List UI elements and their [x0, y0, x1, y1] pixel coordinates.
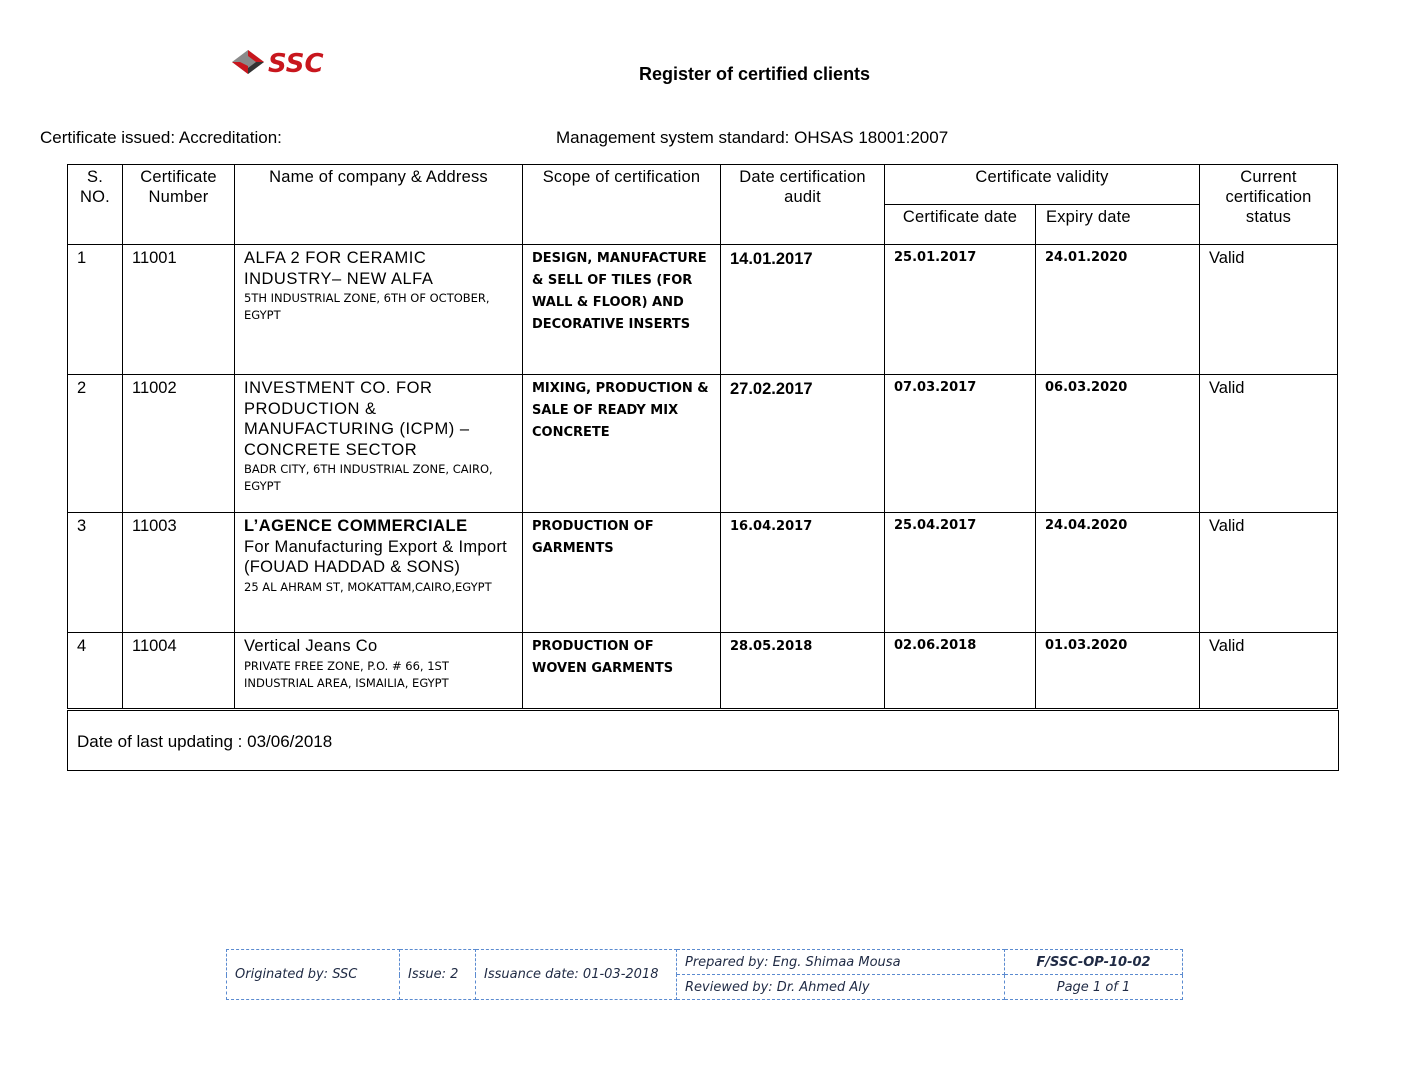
footer-reviewed: Reviewed by: Dr. Ahmed Aly	[677, 975, 1005, 1000]
row-expiry-date: 24.04.2020	[1045, 518, 1128, 533]
row-cert-number: 11002	[132, 379, 177, 397]
row-expiry-date: 06.03.2020	[1045, 380, 1128, 395]
row-scope: MIXING, PRODUCTION & SALE OF READY MIX CONCRETE	[532, 381, 709, 440]
row-scope: PRODUCTION OF GARMENTS	[532, 519, 654, 556]
row-sno: 4	[77, 637, 87, 655]
row-cert-number: 11001	[132, 249, 177, 267]
footer-issuance-date: Issuance date: 01-03-2018	[476, 950, 677, 1000]
table-row	[68, 375, 1338, 513]
row-expiry-date: 24.01.2020	[1045, 250, 1128, 265]
header-sno: S. NO.	[68, 165, 123, 245]
row-cert-date: 25.01.2017	[894, 250, 977, 265]
row-sno: 2	[77, 379, 87, 397]
row-status: Valid	[1209, 517, 1245, 535]
row-audit-date: 16.04.2017	[730, 519, 813, 534]
row-status: Valid	[1209, 379, 1245, 397]
row-expiry-date: 01.03.2020	[1045, 638, 1128, 653]
page-title: Register of certified clients	[639, 64, 871, 84]
row-address: 25 AL AHRAM ST, MOKATTAM,CAIRO,EGYPT	[244, 579, 492, 594]
row-scope: PRODUCTION OF WOVEN GARMENTS	[532, 639, 674, 676]
row-cert-number: 11004	[132, 637, 177, 655]
row-cert-date: 25.04.2017	[894, 518, 977, 533]
row-scope: DESIGN, MANUFACTURE & SELL OF TILES (FOR WALL & FLOOR) AND DECORATIVE INSERTS	[532, 251, 707, 332]
certificate-issued-label: Certificate issued: Accreditation:	[40, 128, 282, 147]
row-company: Vertical Jeans Co	[244, 637, 378, 655]
row-company: INVESTMENT CO. FOR PRODUCTION & MANUFACTURING (ICPM) – CONCRETE SECTOR	[244, 379, 470, 459]
header-scope: Scope of certification	[523, 165, 721, 245]
header-company: Name of company & Address	[235, 165, 523, 245]
document-footer	[226, 949, 1183, 1000]
row-cert-number: 11003	[132, 517, 177, 535]
header-cert-number: Certificate Number	[123, 165, 235, 245]
table-row	[68, 633, 1338, 709]
header-validity: Certificate validity	[885, 165, 1200, 205]
management-standard-label: Management system standard: OHSAS 18001:2007	[556, 128, 949, 147]
header-expiry-date: Expiry date	[1036, 205, 1200, 245]
header-audit-date: Date certification audit	[721, 165, 885, 245]
table-row	[68, 513, 1338, 633]
row-audit-date: 27.02.2017	[730, 380, 813, 398]
row-status: Valid	[1209, 637, 1245, 655]
footer-issue: Issue: 2	[400, 950, 476, 1000]
row-audit-date: 28.05.2018	[730, 639, 813, 654]
row-company: L’AGENCE COMMERCIALE	[244, 517, 468, 535]
footer-doc-code: F/SSC-OP-10-02	[1005, 950, 1183, 975]
row-address: 5TH INDUSTRIAL ZONE, 6TH OF OCTOBER, EGYPT	[244, 291, 490, 322]
row-address: BADR CITY, 6TH INDUSTRIAL ZONE, CAIRO, EGYPT	[244, 462, 493, 493]
row-sno: 1	[77, 249, 87, 267]
footer-page: Page 1 of 1	[1005, 975, 1183, 1000]
row-sno: 3	[77, 517, 87, 535]
row-status: Valid	[1209, 249, 1245, 267]
table-row	[68, 245, 1338, 375]
row-company: ALFA 2 FOR CERAMIC INDUSTRY– NEW ALFA	[244, 249, 434, 288]
header-status: Current certification status	[1200, 165, 1338, 245]
row-address: PRIVATE FREE ZONE, P.O. # 66, 1ST INDUSTRIAL AREA, ISMAILIA, EGYPT	[244, 658, 449, 690]
header-cert-date: Certificate date	[885, 205, 1036, 245]
last-update-text: Date of last updating : 03/06/2018	[77, 732, 333, 751]
last-update-box	[67, 710, 1339, 771]
row-audit-date: 14.01.2017	[730, 250, 813, 268]
row-cert-date: 07.03.2017	[894, 380, 977, 395]
logo-text: SSC	[268, 49, 324, 79]
row-company-sub: For Manufacturing Export & Import (FOUAD HADDAD & SONS)	[244, 537, 507, 576]
register-table	[67, 164, 1338, 709]
footer-originated: Originated by: SSC	[227, 950, 400, 1000]
row-cert-date: 02.06.2018	[894, 638, 977, 653]
footer-prepared: Prepared by: Eng. Shimaa Mousa	[677, 950, 1005, 975]
ssc-logo	[230, 44, 360, 84]
